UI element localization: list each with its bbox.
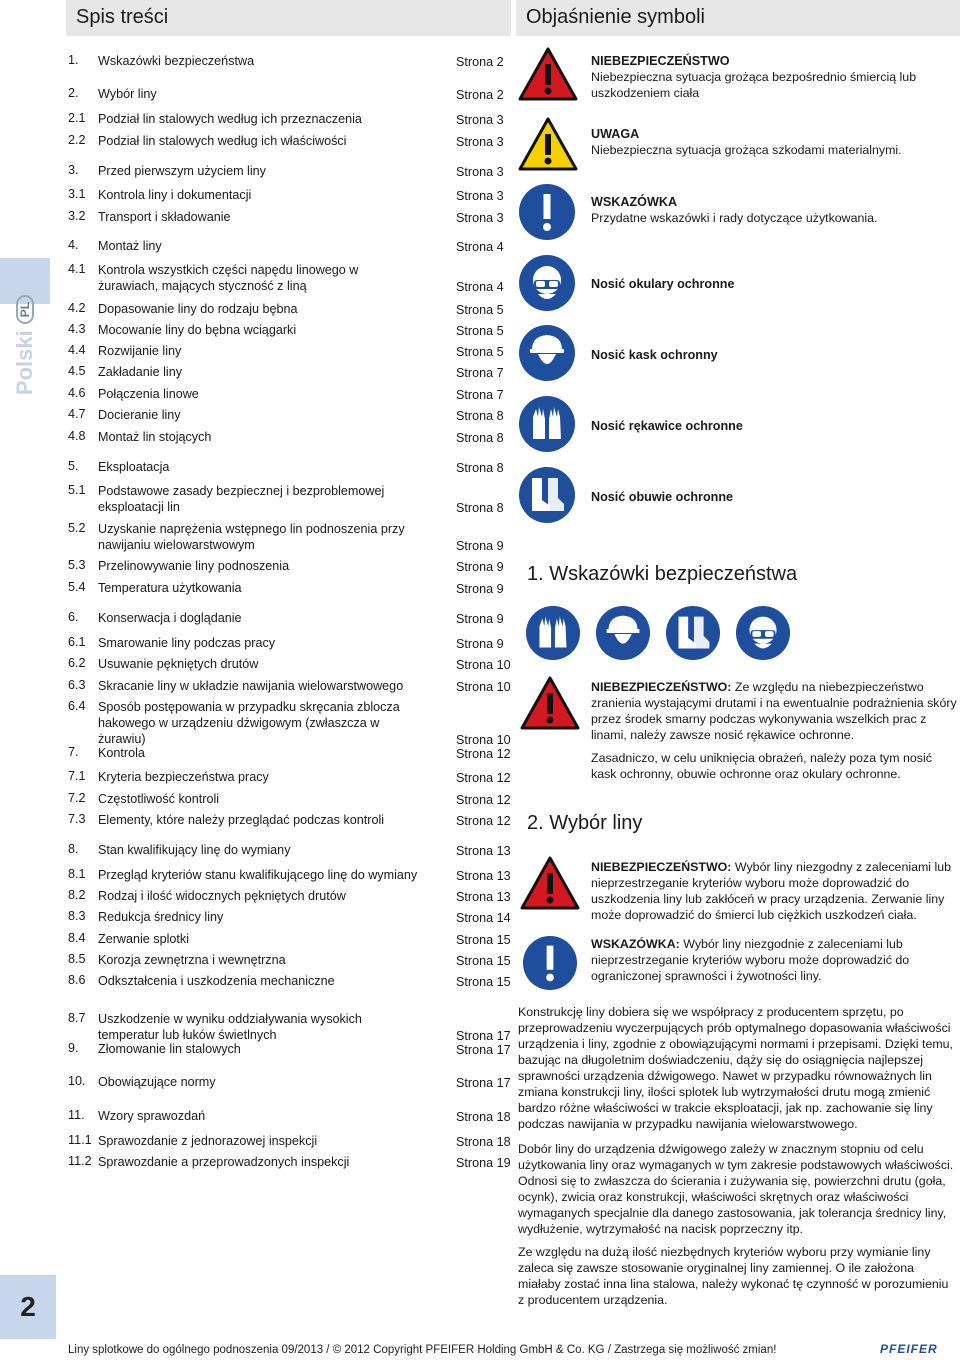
safety-boots-icon (665, 605, 721, 661)
toc-entry[interactable]: 10. Obowiązujące normy Strona 17 (68, 1074, 511, 1090)
safety-goggles-icon (518, 254, 576, 312)
toc-entry[interactable]: 7.1 Kryteria bezpieczeństwa pracy Strona 12 (68, 769, 511, 785)
toc-entry[interactable]: 4.6 Połączenia linowe Strona 7 (68, 386, 504, 402)
pfeifer-logo: PFEIFER (880, 1342, 938, 1356)
toc-entry[interactable]: 8.2 Rodzaj i ilość widocznych pękniętych drutów Strona 13 (68, 888, 511, 904)
toc-entry[interactable]: 4.7 Docieranie liny Strona 8 (68, 407, 504, 423)
toc-entry[interactable]: 4.4 Rozwijanie liny Strona 5 (68, 343, 504, 359)
safety-goggles-icon (735, 605, 791, 661)
toc-entry[interactable]: 5.3 Przelinowywanie liny podnoszenia Strona 9 (68, 558, 504, 574)
toc-entry[interactable]: 8. Stan kwalifikujący linę do wymiany Strona 13 (68, 842, 511, 858)
toc-header: Spis treści (66, 0, 511, 36)
toc-entry[interactable]: 8.6 Odkształcenia i uszkodzenia mechaniczne Strona 15 (68, 973, 511, 989)
caution-warning-icon (518, 116, 578, 172)
section-1-paragraph: Zasadniczo, w celu uniknięcia obrażeń, należy poza tym nosić kask ochronny, obuwie ochronne oraz okulary ochronne. (591, 751, 932, 781)
toc-entry[interactable]: 11. Wzory sprawozdań Strona 18 (68, 1108, 511, 1124)
toc-entry[interactable]: 4.1 Kontrola wszystkich części napędu linowego w żurawiach, mających styczność z liną Strona 4 (68, 262, 504, 294)
toc-entry[interactable]: 3.2 Transport i składowanie Strona 3 (68, 209, 504, 225)
page-number: 2 (0, 1275, 56, 1339)
danger-warning-icon (520, 675, 580, 731)
section-1-title: 1. Wskazówki bezpieczeństwa (527, 563, 798, 585)
danger-warning-icon (520, 855, 580, 911)
toc-entry[interactable]: 6.3 Skracanie liny w układzie nawijania wielowarstwowego Strona 10 (68, 678, 511, 694)
toc-entry[interactable]: 4.3 Mocowanie liny do bębna wciągarki Strona 5 (68, 322, 504, 338)
symbol-danger: NIEBEZPIECZEŃSTWO Niebezpieczna sytuacja grożąca bezpośrednio śmiercią lub uszkodzeniem ciała (591, 54, 917, 100)
footer-copyright: Liny splotkowe do ogólnego podnoszenia 09/2013 / © 2012 Copyright PFEIFER Holding GmbH & Co. KG / Zastrzega się możliwość zmian! (68, 1344, 777, 1356)
toc-entry[interactable]: 11.1 Sprawozdanie z jednorazowej inspekcji Strona 18 (68, 1133, 511, 1149)
toc-entry[interactable]: 5.1 Podstawowe zasady bezpiecznej i bezproblemowej eksploatacji lin Strona 8 (68, 483, 504, 515)
toc-entry[interactable]: 4.5 Zakładanie liny Strona 7 (68, 364, 504, 380)
safety-gloves-icon (518, 395, 576, 453)
toc-entry[interactable]: 8.4 Zerwanie splotki Strona 15 (68, 931, 511, 947)
toc-entry[interactable]: 3.1 Kontrola liny i dokumentacji Strona 3 (68, 187, 504, 203)
toc-entry[interactable]: 6.4 Sposób postępowania w przypadku skręcania zblocza hakowego w urządzeniu dźwigowym (zwłaszcza w żurawiu) Strona 10 (68, 699, 511, 747)
danger-warning-icon (518, 46, 578, 102)
toc-entry[interactable]: 7.3 Elementy, które należy przeglądać podczas kontroli Strona 12 (68, 812, 511, 828)
safety-helmet-icon (595, 605, 651, 661)
safety-gloves-icon (525, 605, 581, 661)
toc-entry[interactable]: 2. Wybór liny Strona 2 (68, 86, 504, 102)
info-exclamation-icon (522, 935, 578, 991)
toc-entry[interactable]: 4.8 Montaż lin stojących Strona 8 (68, 429, 504, 445)
info-exclamation-icon (518, 183, 576, 241)
section-1-warning: NIEBEZPIECZEŃSTWO: Ze względu na niebezpieczeństwo zranienia wystającymi drutami i na ewentualnie podrażnienia skóry przez środek smarny podczas wykonywania wszelkich prac z linami, należy zawsze nosić rękawice ochronne. (591, 680, 957, 742)
toc-entry[interactable]: 5. Eksploatacja Strona 8 (68, 459, 504, 475)
language-code: PL (16, 295, 34, 324)
section-2-paragraph-3: Ze względu na dużą ilość niezbędnych kryteriów wyboru przy wymianie liny zaleca się zawsze stosowanie oryginalnej liny zamiennej. O ile założona miałaby zostać inna lina stalowa, należy wykonać tę czynność w porozumieniu z producentem urządzenia. (518, 1245, 949, 1307)
toc-entry[interactable]: 2.1 Podział lin stalowych według ich przeznaczenia Strona 3 (68, 111, 504, 127)
toc-entry[interactable]: 8.7 Uszkodzenie w wyniku oddziaływania wysokich temperatur lub łuków świetlnych Strona 17 (68, 1011, 511, 1043)
section-2-title: 2. Wybór liny (527, 812, 643, 834)
toc-entry[interactable]: 8.1 Przegląd kryteriów stanu kwalifikującego linę do wymiany Strona 13 (68, 867, 511, 883)
language-label: Polski (12, 330, 37, 396)
toc-entry[interactable]: 9. Złomowanie lin stalowych Strona 17 (68, 1041, 511, 1057)
toc-entry[interactable]: 6. Konserwacja i doglądanie Strona 9 (68, 610, 504, 626)
toc-entry[interactable]: 4.2 Dopasowanie liny do rodzaju bębna Strona 5 (68, 301, 504, 317)
toc-entry[interactable]: 7. Kontrola Strona 12 (68, 745, 511, 761)
toc-entry[interactable]: 6.2 Usuwanie pękniętych drutów Strona 10 (68, 656, 511, 672)
symbol-goggles: Nosić okulary ochronne (591, 277, 735, 291)
symbol-helmet: Nosić kask ochronny (591, 348, 718, 362)
language-tab (10, 280, 40, 410)
section-2-hint: WSKAZÓWKA: Wybór liny niezgodnie z zaleceniami lub nieprzestrzeganie kryteriów wyboru może doprowadzić do ograniczonej sprawności i żywotności liny. (591, 937, 910, 983)
toc-entry[interactable]: 8.5 Korozja zewnętrzna i wewnętrzna Strona 15 (68, 952, 511, 968)
toc-entry[interactable]: 8.3 Redukcja średnicy liny Strona 14 (68, 909, 511, 925)
section-2-paragraph-2: Dobór liny do urządzenia dźwigowego zależy w znacznym stopniu od celu użytkowania liny oraz wymaganych w tym zakresie podstawowych właściwości. Odnosi się to zwłaszcza do ścierania i zużywania się, powierzchni drutu (goła, ocynk), zwicia oraz konstrukcji, właściwości skrętnych oraz właściwości wymaganych specjalnie dla danego zastosowania, jak tolerancja średnicy liny, wydłużenie, wytrzymałość na nacisk poprzeczny itp. (518, 1142, 954, 1236)
toc-entry[interactable]: 1. Wskazówki bezpieczeństwa Strona 2 (68, 53, 504, 69)
safety-boots-icon (518, 466, 576, 524)
toc-entry[interactable]: 3. Przed pierwszym użyciem liny Strona 3 (68, 163, 504, 179)
section-2-paragraph-1: Konstrukcję liny dobiera się we współpracy z producentem sprzętu, po przeprowadzeniu wyczerpujących prób optymalnego dopasowania właściwości urządzenia i liny, zgodnie z obowiązującymi normami i przepisami. Dzięki temu, bazując na długoletnim doświadczeniu, dąży się do osiągnięcia najlepszej sprawności urządzenia dźwigowego. Nawet w przypadku równoważnych lin zmiana konstrukcji liny, ilości splotek lub wytrzymałości drutu mogą zmienić bardzo różne właściwości w trakcie eksploatacji, jak np. zachowanie się liny podczas nawijania w przypadku nawijania wielowarstwowego. (518, 1005, 953, 1131)
symbols-header: Objaśnienie symboli (516, 0, 960, 36)
symbol-gloves: Nosić rękawice ochronne (591, 419, 743, 433)
symbol-hint: WSKAZÓWKA Przydatne wskazówki i rady dotyczące użytkowania. (591, 195, 878, 225)
toc-entry[interactable]: 2.2 Podział lin stalowych według ich właściwości Strona 3 (68, 133, 504, 149)
toc-entry[interactable]: 6.1 Smarowanie liny podczas pracy Strona 9 (68, 635, 504, 651)
symbol-boots: Nosić obuwie ochronne (591, 490, 734, 504)
symbol-caution: UWAGA Niebezpieczna sytuacja grożąca szkodami materialnymi. (591, 127, 902, 157)
toc-entry[interactable]: 5.4 Temperatura użytkowania Strona 9 (68, 580, 504, 596)
toc-entry[interactable]: 4. Montaż liny Strona 4 (68, 238, 504, 254)
toc-entry[interactable]: 5.2 Uzyskanie naprężenia wstępnego lin podnoszenia przy nawijaniu wielowarstwowym Strona 9 (68, 521, 504, 553)
toc-entry[interactable]: 7.2 Częstotliwość kontroli Strona 12 (68, 791, 511, 807)
toc-entry[interactable]: 11.2 Sprawozdanie a przeprowadzonych inspekcji Strona 19 (68, 1154, 511, 1170)
safety-helmet-icon (518, 324, 576, 382)
section-2-warning: NIEBEZPIECZEŃSTWO: Wybór liny niezgodny z zaleceniami lub nieprzestrzeganie kryteriów wyboru może doprowadzić do uszkodzenia liny lub zakłóceń w pracy urządzenia. Zerwanie liny może doprowadzić do śmierci lub ciężkich uszkodzeń ciała. (591, 860, 952, 922)
